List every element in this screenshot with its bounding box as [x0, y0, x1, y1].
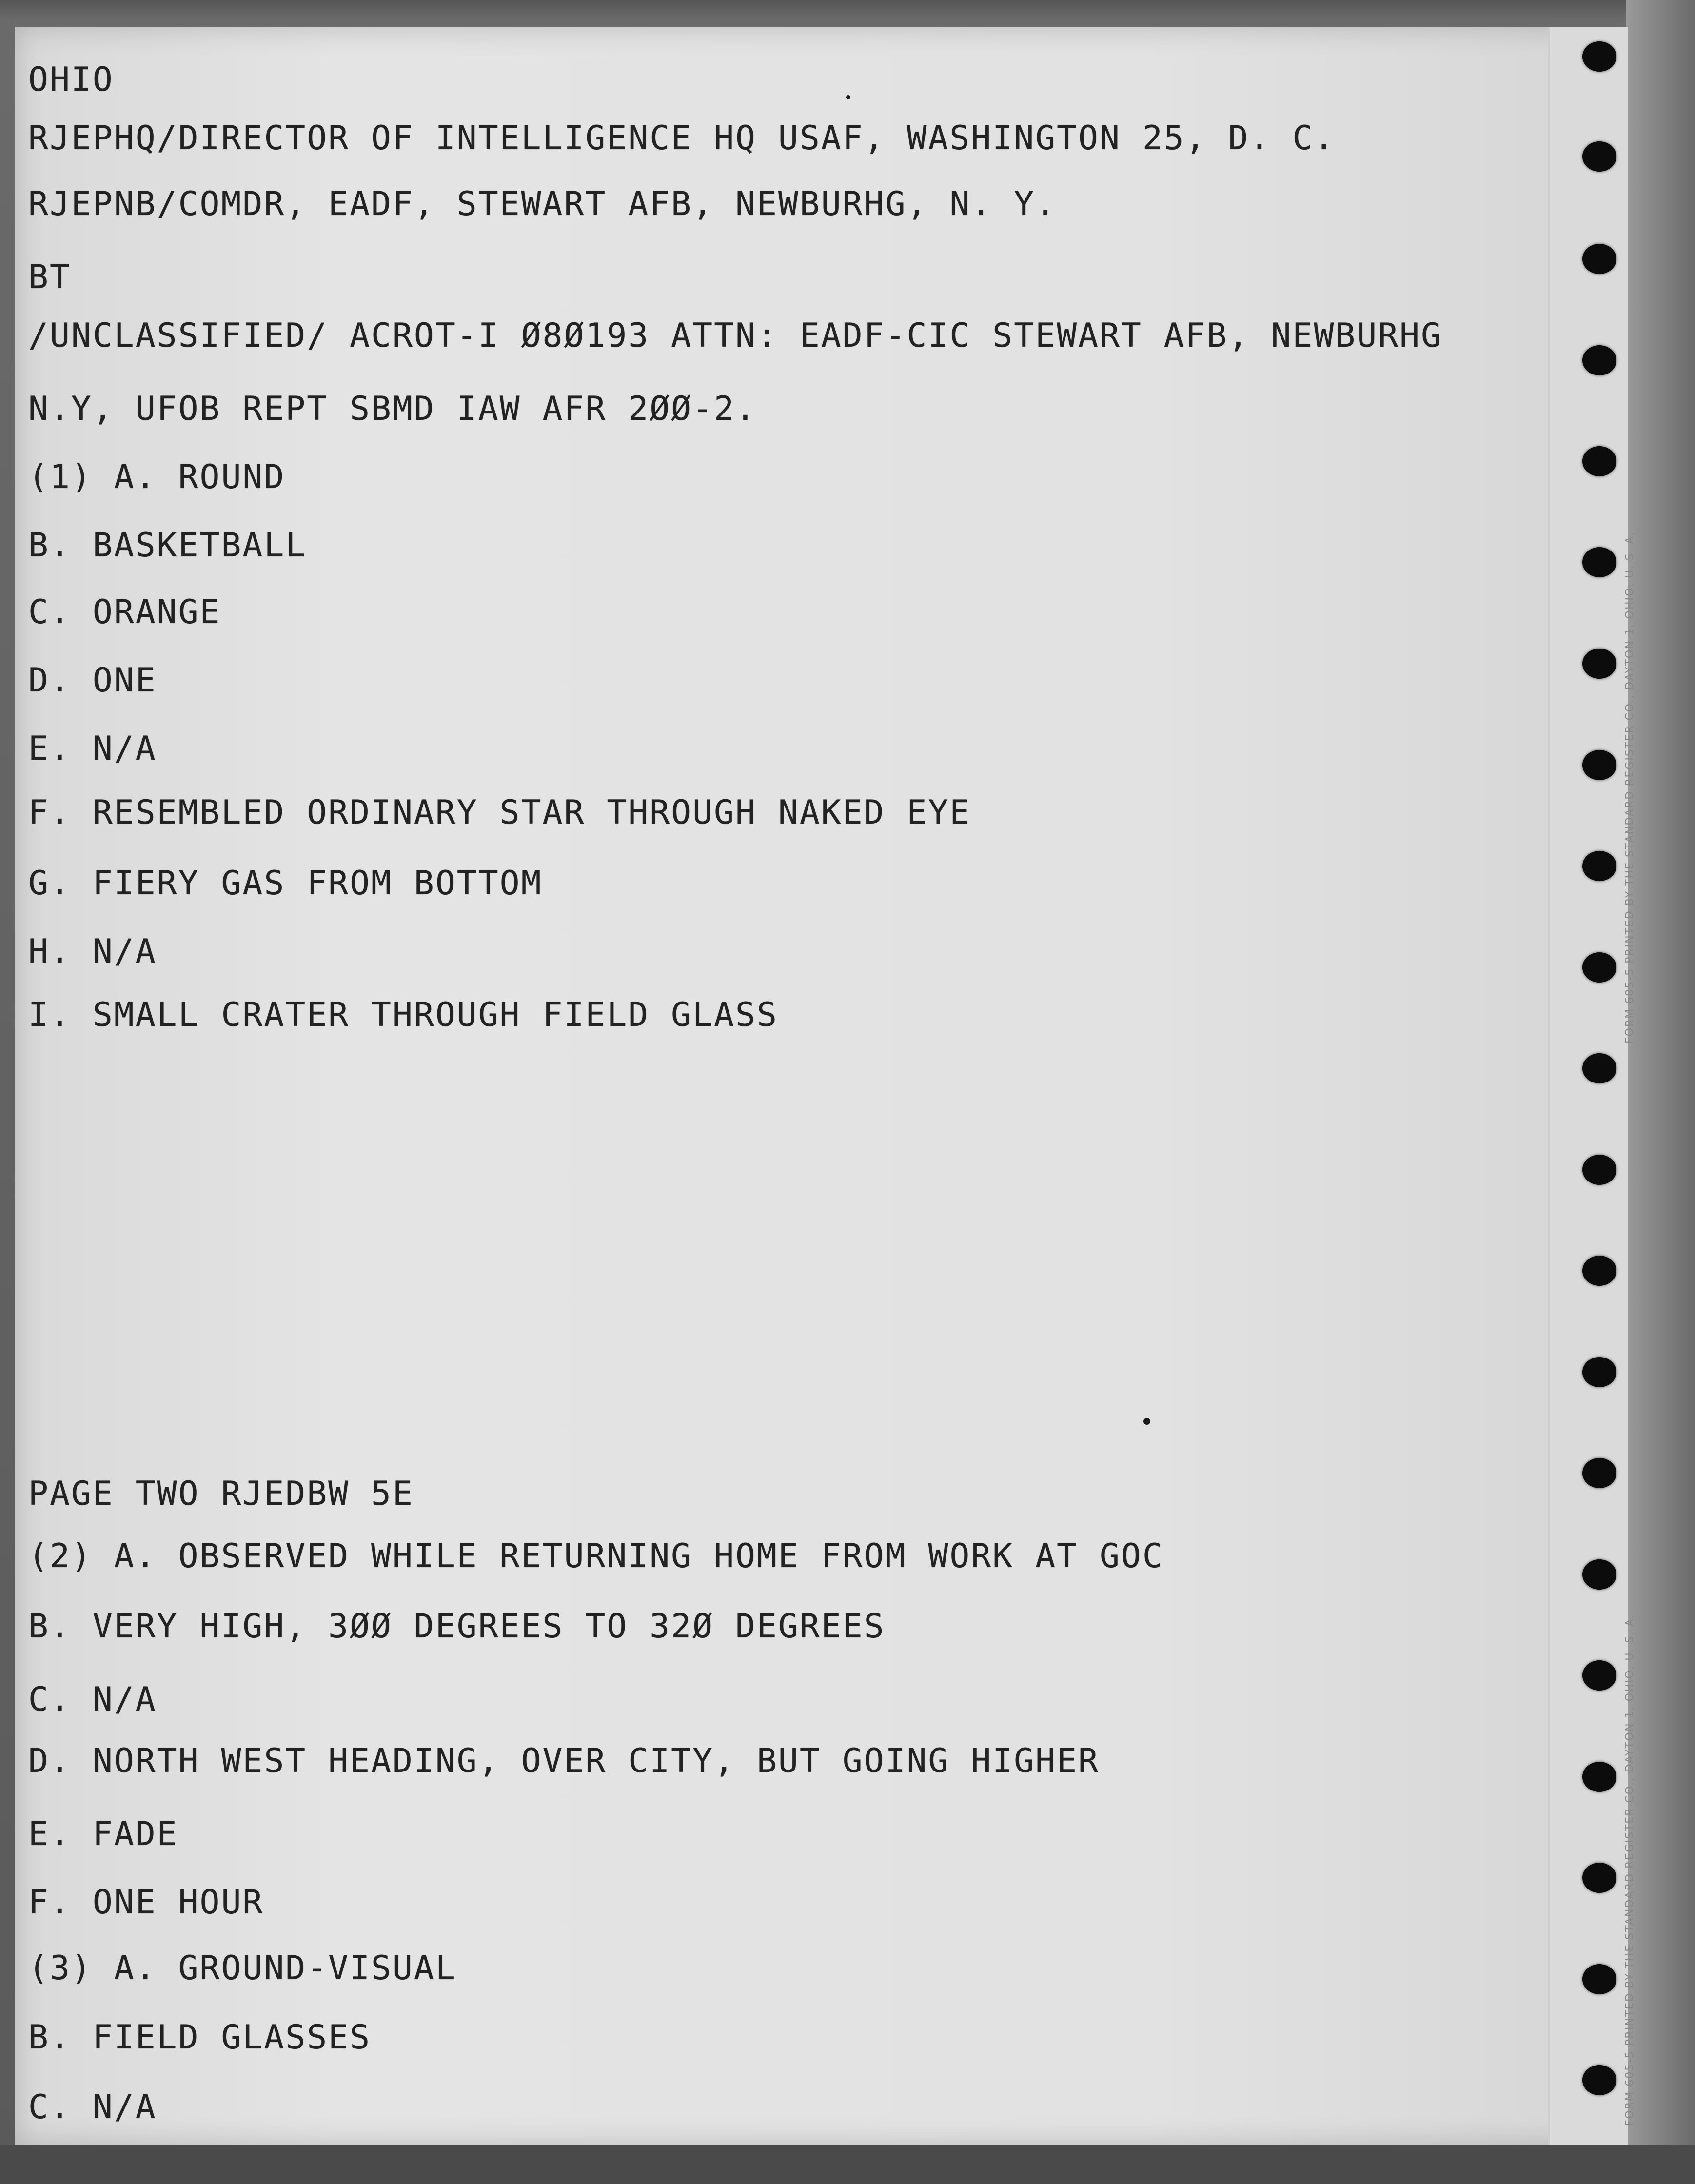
right-border	[1626, 0, 1695, 2184]
form-imprint-upper: FORM 605-5 PRINTED BY THE STANDARD REGISTER CO., DAYTON 1, OHIO, U. S. A.	[1624, 531, 1636, 1043]
feed-hole	[1582, 1559, 1616, 1590]
feed-hole	[1582, 750, 1616, 780]
feed-hole	[1582, 1155, 1616, 1185]
doc-line-2c: C. N/A	[28, 1680, 157, 1719]
feed-hole	[1582, 1053, 1616, 1083]
feed-hole	[1582, 1660, 1616, 1691]
feed-hole	[1582, 244, 1616, 274]
doc-line-1g: G. FIERY GAS FROM BOTTOM	[28, 864, 543, 903]
feed-hole	[1582, 851, 1616, 881]
doc-line-1a: (1) A. ROUND	[28, 458, 286, 496]
feed-hole	[1582, 547, 1616, 577]
feed-hole	[1582, 41, 1616, 72]
doc-line-3a: (3) A. GROUND-VISUAL	[28, 1949, 457, 1987]
feed-hole	[1582, 446, 1616, 476]
feed-hole	[1582, 1863, 1616, 1893]
form-imprint-lower: FORM 605-5 PRINTED BY THE STANDARD REGISTER CO., DAYTON 1, OHIO, U. S. A.	[1624, 1613, 1636, 2126]
feed-hole	[1582, 1256, 1616, 1286]
doc-line-classification: /UNCLASSIFIED/ ACROT-I Ø8Ø193 ATTN: EADF-CIC STEWART AFB, NEWBURHG	[28, 316, 1443, 355]
doc-line-bt: BT	[28, 258, 71, 296]
doc-line-1c: C. ORANGE	[28, 593, 221, 631]
doc-line-1e: E. N/A	[28, 729, 157, 768]
doc-line-1f: F. RESEMBLED ORDINARY STAR THROUGH NAKED EYE	[28, 793, 971, 832]
speck	[1143, 1418, 1150, 1425]
feed-hole	[1582, 1357, 1616, 1387]
doc-line-2b: B. VERY HIGH, 3ØØ DEGREES TO 32Ø DEGREES	[28, 1607, 886, 1646]
feed-hole	[1582, 952, 1616, 983]
doc-line-1i: I. SMALL CRATER THROUGH FIELD GLASS	[28, 996, 778, 1034]
doc-line-subject: N.Y, UFOB REPT SBMD IAW AFR 2ØØ-2.	[28, 390, 757, 428]
doc-line-2d: D. NORTH WEST HEADING, OVER CITY, BUT GOING HIGHER	[28, 1742, 1100, 1780]
doc-line-2e: E. FADE	[28, 1815, 178, 1853]
feed-hole	[1582, 1762, 1616, 1792]
doc-line-recipient-hq: RJEPHQ/DIRECTOR OF INTELLIGENCE HQ USAF, WASHINGTON 25, D. C.	[28, 119, 1336, 157]
feed-hole	[1582, 1458, 1616, 1488]
feed-hole	[1582, 649, 1616, 679]
feed-hole	[1582, 345, 1616, 375]
doc-line-2a: (2) A. OBSERVED WHILE RETURNING HOME FROM WORK AT GOC	[28, 1537, 1164, 1575]
doc-line-1h: H. N/A	[28, 932, 157, 971]
feed-hole	[1582, 141, 1616, 172]
doc-line-3c: C. N/A	[28, 2088, 157, 2126]
speck	[846, 95, 850, 99]
doc-line-1b: B. BASKETBALL	[28, 526, 307, 565]
bottom-border	[0, 2145, 1695, 2184]
doc-line-recipient-eadf: RJEPNB/COMDR, EADF, STEWART AFB, NEWBURHG, N. Y.	[28, 185, 1057, 223]
tractor-feed-strip	[1548, 27, 1628, 2145]
doc-line-2f: F. ONE HOUR	[28, 1883, 264, 1922]
doc-line-ohio: OHIO	[28, 60, 114, 99]
doc-line-1d: D. ONE	[28, 661, 157, 700]
doc-line-3b: B. FIELD GLASSES	[28, 2018, 372, 2057]
feed-hole	[1582, 1964, 1616, 1994]
feed-hole	[1582, 2065, 1616, 2095]
doc-line-page-two: PAGE TWO RJEDBW 5E	[28, 1475, 414, 1513]
